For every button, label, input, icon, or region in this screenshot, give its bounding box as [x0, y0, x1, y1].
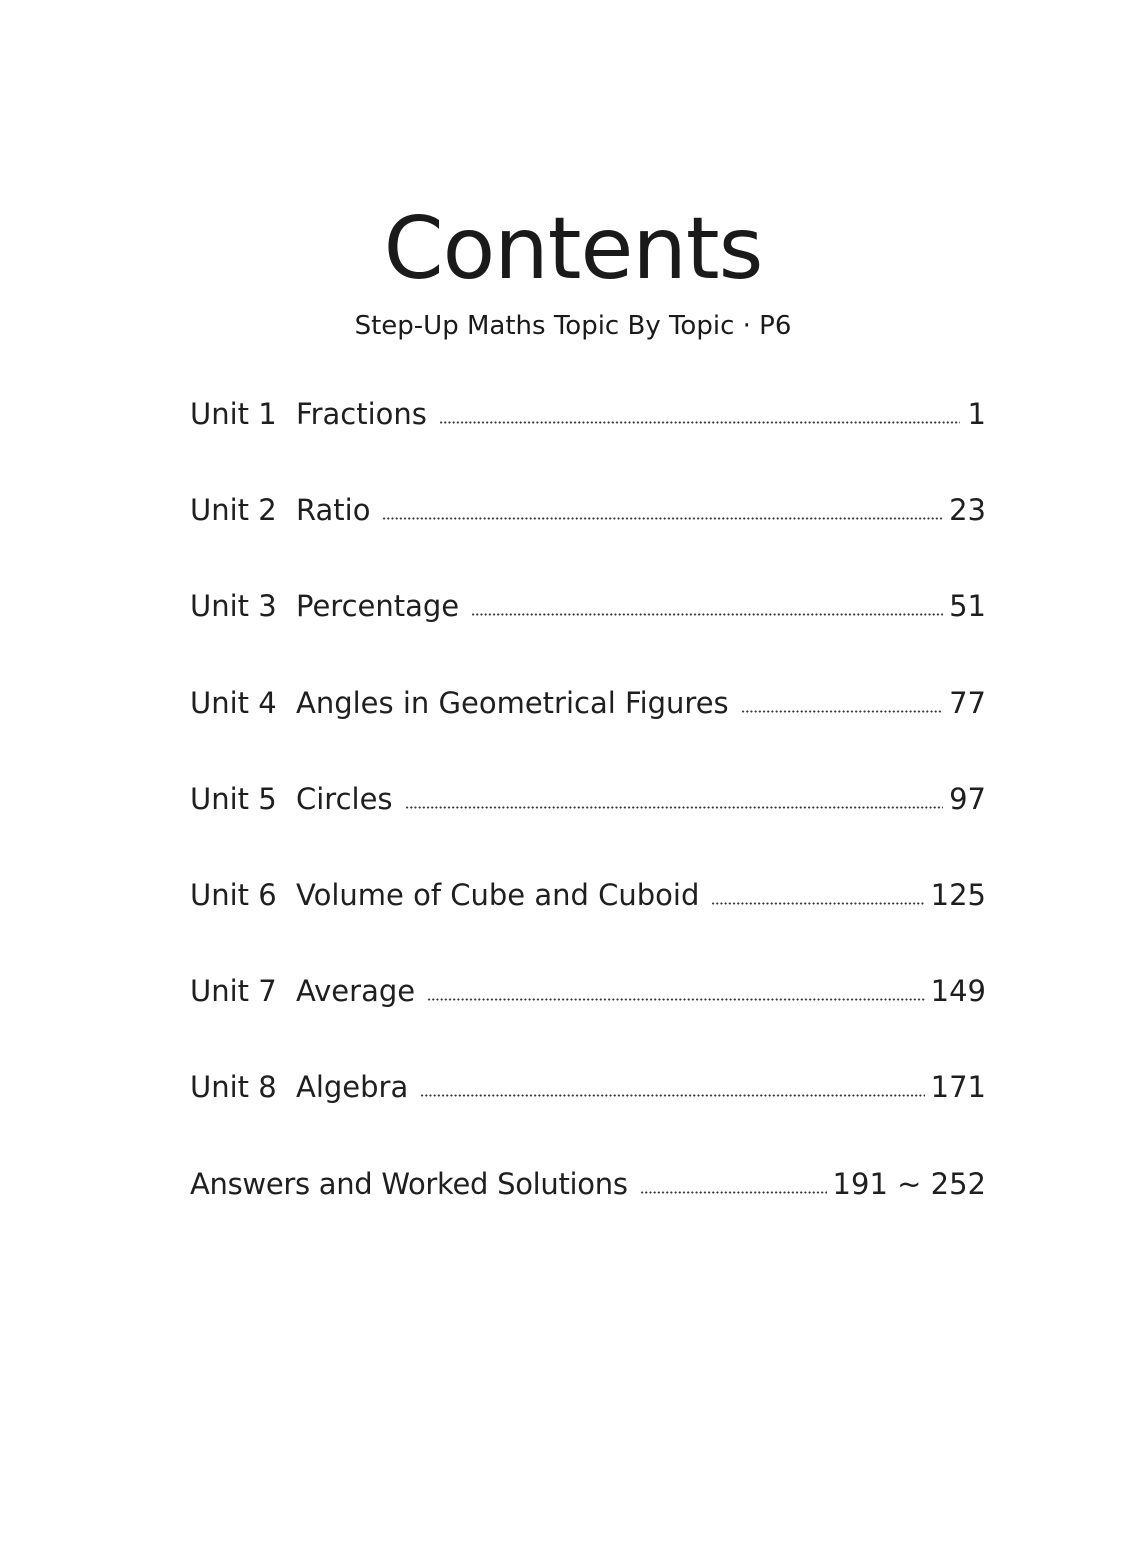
dot-leader	[382, 517, 943, 520]
toc-page-number: 77	[949, 685, 986, 720]
toc-unit-label: Unit 7	[190, 974, 277, 1009]
toc-page-range: 191 ~ 252	[832, 1166, 986, 1201]
toc-unit-label: Unit 1	[190, 397, 277, 431]
toc-page-number: 23	[949, 493, 986, 528]
toc-unit-title: Volume of Cube and Cuboid	[296, 877, 700, 912]
toc-entry-unit-2[interactable]	[190, 493, 986, 592]
table-of-contents	[190, 397, 986, 1266]
toc-entry-unit-3[interactable]	[190, 589, 986, 688]
toc-unit-title: Average	[296, 974, 416, 1009]
toc-entry-unit-6[interactable]	[190, 877, 986, 977]
dot-leader	[741, 710, 943, 713]
dot-leader	[427, 998, 925, 1001]
dot-leader	[405, 806, 944, 809]
toc-page-number: 149	[930, 974, 986, 1009]
toc-entry-unit-7[interactable]	[190, 974, 986, 1073]
page-subtitle: Step-Up Maths Topic By Topic · P6	[354, 311, 792, 341]
toc-unit-label: Unit 3	[190, 589, 277, 624]
toc-entry-unit-8[interactable]	[190, 1070, 986, 1169]
toc-page-number: 51	[949, 589, 986, 624]
toc-answers-title: Answers and Worked Solutions	[190, 1166, 628, 1201]
toc-page-number: 1	[967, 397, 986, 431]
toc-unit-label: Unit 6	[190, 877, 277, 912]
toc-unit-title: Percentage	[296, 589, 460, 624]
toc-entry-answers[interactable]	[190, 1166, 986, 1266]
toc-unit-label: Unit 8	[190, 1070, 277, 1105]
toc-unit-title: Fractions	[296, 397, 427, 431]
toc-entry-unit-1[interactable]	[190, 397, 986, 496]
dot-leader	[420, 1094, 924, 1097]
dot-leader	[471, 613, 943, 616]
dot-leader	[439, 421, 960, 424]
toc-page-number: 97	[949, 781, 986, 816]
toc-page-number: 171	[930, 1070, 986, 1105]
toc-entry-unit-4[interactable]	[190, 685, 986, 785]
dot-leader	[711, 902, 924, 905]
toc-unit-label: Unit 5	[190, 781, 277, 816]
dot-leader	[640, 1191, 827, 1194]
toc-unit-title: Circles	[296, 781, 393, 816]
toc-unit-title: Ratio	[296, 493, 371, 528]
toc-unit-label: Unit 4	[190, 685, 277, 720]
toc-unit-label: Unit 2	[190, 493, 277, 528]
toc-unit-title: Angles in Geometrical Figures	[296, 685, 729, 720]
toc-page-number: 125	[930, 877, 986, 912]
toc-unit-title: Algebra	[296, 1070, 409, 1105]
page-title: Contents	[383, 199, 763, 299]
toc-entry-unit-5[interactable]	[190, 781, 986, 881]
